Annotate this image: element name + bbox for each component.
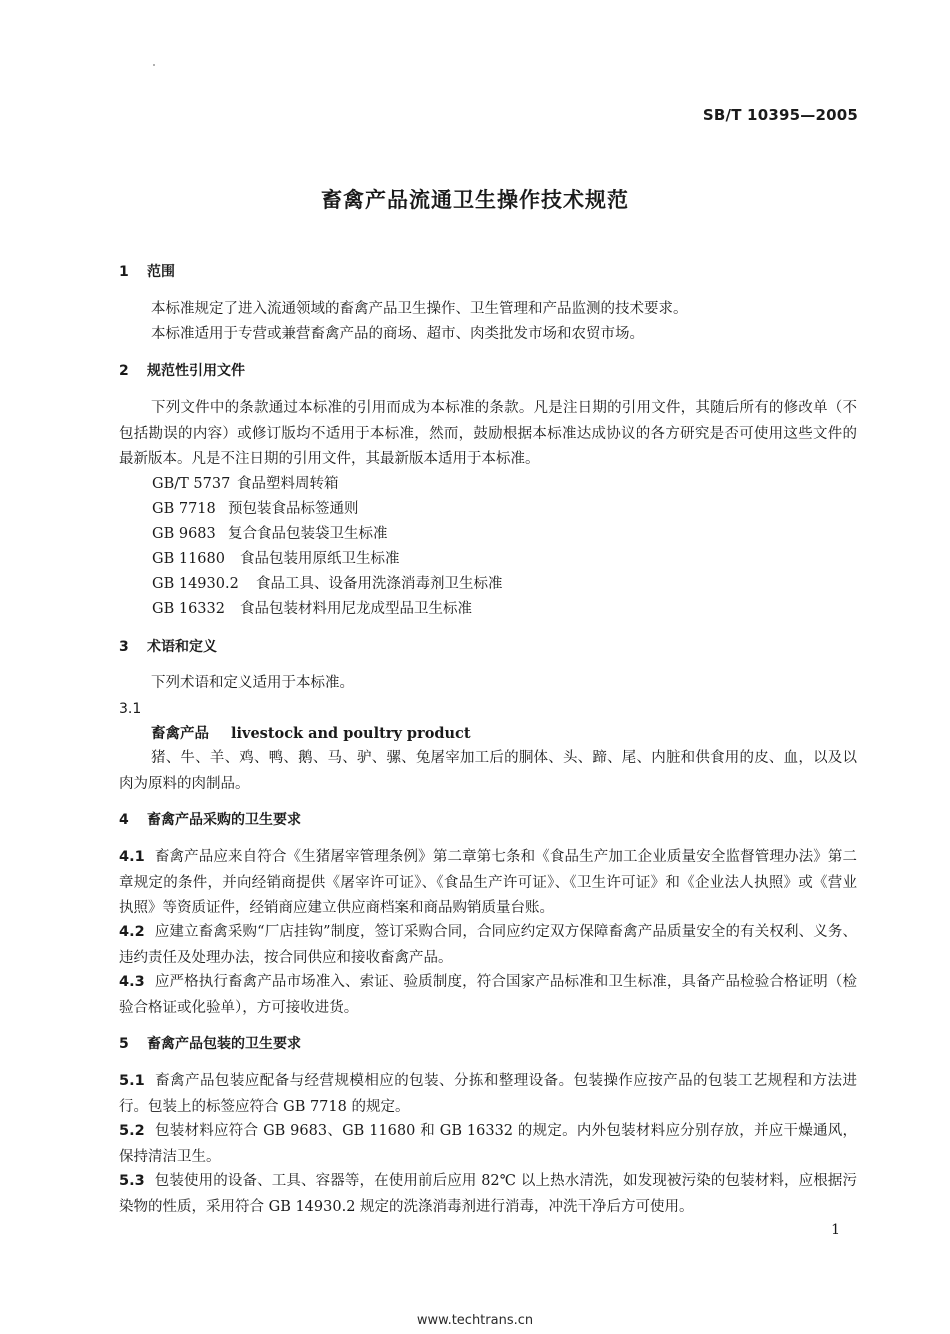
clause-text: 包装材料应符合 GB 9683、GB 11680 和 GB 16332 的规定。内外包装材料应分别存放，并应干燥通风，保持清洁卫生。 — [119, 1123, 857, 1165]
section-number: 3 — [119, 639, 129, 655]
section-4-heading — [119, 810, 301, 830]
reference-item — [152, 599, 472, 619]
clause-text: 应建立畜禽采购“厂店挂钩”制度，签订采购合同，合同应约定双方保障畜禽产品质量安全的有关权利、义务、违约责任及处理办法，按合同供应和接收畜禽产品。 — [119, 924, 857, 966]
section-number: 4 — [119, 812, 129, 828]
term-chinese: 畜禽产品 — [151, 726, 209, 742]
reference-item — [152, 474, 339, 494]
clause-number: 5.2 — [119, 1123, 145, 1139]
references-intro: 下列文件中的条款通过本标准的引用而成为本标准的条款。凡是注日期的引用文件，其随后所有的修改单（不包括勘误的内容）或修订版均不适用于本标准，然而，鼓励根据本标准达成协议的各方研究是否可使用这些文件的最新版本。凡是不注日期的引用文件，其最新版本适用于本标准。 — [119, 400, 857, 467]
reference-item — [152, 549, 400, 569]
clause-number: 5.3 — [119, 1173, 145, 1189]
source-watermark: www.techtrans.cn — [416, 1313, 534, 1328]
reference-code: GB 9683 — [152, 526, 216, 542]
section-number: 1 — [119, 264, 129, 280]
clause-number: 5.1 — [119, 1073, 145, 1089]
section-5-heading — [119, 1034, 301, 1054]
reference-name: 食品工具、设备用洗涤消毒剂卫生标准 — [256, 576, 503, 592]
clause-number: 4.2 — [119, 924, 145, 940]
scan-speck — [153, 64, 155, 66]
scope-paragraph-2: 本标准适用于专营或兼营畜禽产品的商场、超市、肉类批发市场和农贸市场。 — [151, 326, 644, 342]
term-definition: 猪、牛、羊、鸡、鸭、鹅、马、驴、骡、兔屠宰加工后的胴体、头、蹄、尾、内脏和供食用的皮、血，以及以肉为原料的肉制品。 — [119, 750, 857, 792]
reference-code: GB 16332 — [152, 601, 225, 617]
reference-name: 食品包装用原纸卫生标准 — [240, 551, 400, 567]
reference-name: 食品塑料周转箱 — [237, 476, 339, 492]
reference-code: GB/T 5737 — [152, 476, 231, 492]
clause-text: 畜禽产品包装应配备与经营规模相应的包装、分拣和整理设备。包装操作应按产品的包装工艺规程和方法进行。包装上的标签应符合 GB 7718 的规定。 — [119, 1073, 857, 1115]
section-title: 畜禽产品采购的卫生要求 — [147, 812, 301, 828]
section-title: 术语和定义 — [147, 639, 217, 655]
clause-5-3 — [119, 1169, 857, 1220]
clause-5-2 — [119, 1119, 857, 1170]
standard-code: SB/T 10395—2005 — [702, 106, 858, 124]
clause-text: 畜禽产品应来自符合《生猪屠宰管理条例》第二章第七条和《食品生产加工企业质量安全监督管理办法》第二章规定的条件，并向经销商提供《屠宰许可证》、《食品生产许可证》、《卫生许可证》和《企业法人执照》或《营业执照》等资质证件，经销商应建立供应商档案和商品购销质量台账。 — [119, 849, 857, 916]
term-english: livestock and poultry product — [231, 725, 471, 742]
clause-4-1 — [119, 845, 857, 922]
reference-code: GB 11680 — [152, 551, 225, 567]
clause-5-1 — [119, 1069, 857, 1120]
reference-code: GB 7718 — [152, 501, 216, 517]
clause-text: 应严格执行畜禽产品市场准入、索证、验质制度，符合国家产品标准和卫生标准，具备产品检验合格证明（检验合格证或化验单），方可接收进货。 — [119, 974, 857, 1016]
section-3-heading — [119, 637, 217, 657]
section-title: 畜禽产品包装的卫生要求 — [147, 1036, 301, 1052]
clause-number-3-1: 3.1 — [119, 701, 142, 717]
section-title: 规范性引用文件 — [147, 363, 245, 379]
term-entry — [151, 724, 471, 744]
reference-item — [152, 574, 503, 594]
reference-code: GB 14930.2 — [152, 576, 239, 592]
section-2-heading — [119, 361, 245, 381]
scope-paragraph-1: 本标准规定了进入流通领域的畜禽产品卫生操作、卫生管理和产品监测的技术要求。 — [151, 301, 688, 317]
reference-name: 预包装食品标签通则 — [228, 501, 359, 517]
page-number: 1 — [831, 1222, 840, 1238]
section-number: 2 — [119, 363, 129, 379]
terms-intro: 下列术语和定义适用于本标准。 — [151, 675, 354, 691]
clause-number: 4.3 — [119, 974, 145, 990]
section-title: 范围 — [147, 264, 175, 280]
reference-name: 复合食品包装袋卫生标准 — [228, 526, 388, 542]
document-title: 畜禽产品流通卫生操作技术规范 — [321, 188, 629, 212]
section-number: 5 — [119, 1036, 129, 1052]
reference-item — [152, 499, 359, 519]
clause-text: 包装使用的设备、工具、容器等，在使用前后应用 82℃ 以上热水清洗，如发现被污染的包装材料，应根据污染物的性质，采用符合 GB 14930.2 规定的洗涤消毒剂进行消毒，冲洗干净后方可使用。 — [119, 1173, 857, 1215]
clause-number: 4.1 — [119, 849, 145, 865]
section-1-heading — [119, 262, 175, 282]
reference-item — [152, 524, 388, 544]
clause-4-2 — [119, 920, 857, 971]
reference-name: 食品包装材料用尼龙成型品卫生标准 — [240, 601, 472, 617]
clause-4-3 — [119, 970, 857, 1021]
